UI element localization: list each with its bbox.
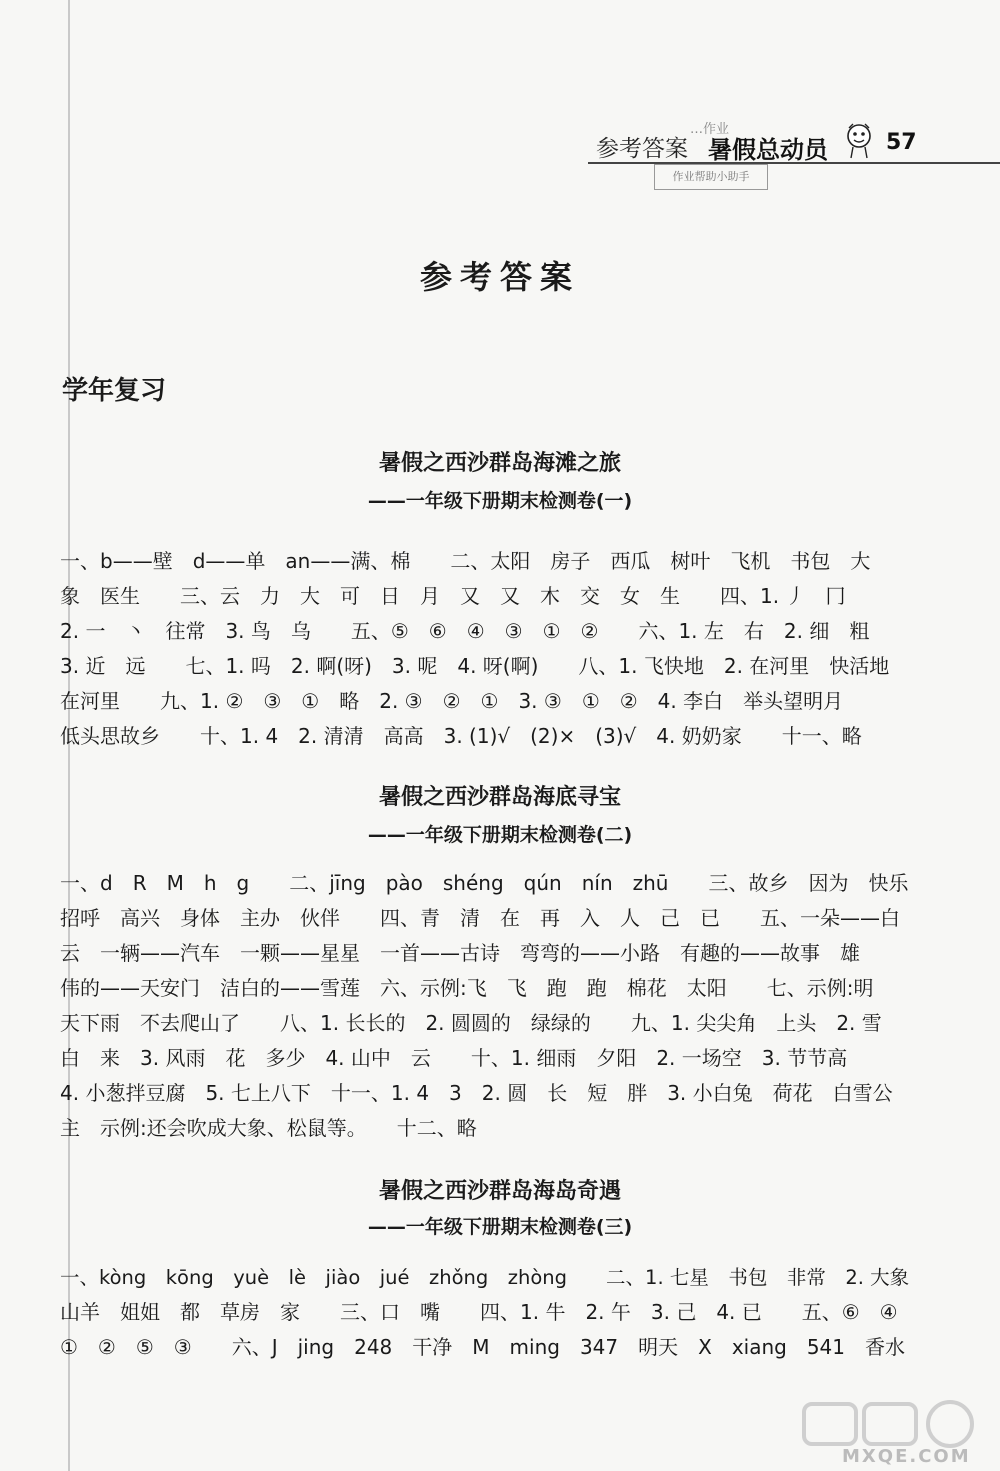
- block-title: 暑假之西沙群岛海滩之旅: [378, 451, 621, 476]
- page-header: [588, 128, 1000, 164]
- answer-line: 伟的——天安门 洁白的——雪莲 六、示例:飞 飞 跑 跑 棉花 太阳 七、示例:明: [60, 976, 874, 1000]
- watermark-text: MXQE.COM: [842, 1446, 971, 1467]
- answer-line: 山羊 姐姐 都 草房 家 三、口 嘴 四、1. 牛 2. 午 3. 己 4. 已 五、⑥ ④: [60, 1300, 898, 1324]
- answer-line: 2. 一 丶 往常 3. 鸟 乌 五、⑤ ⑥ ④ ③ ① ② 六、1. 左 右 2. 细 粗: [60, 619, 870, 643]
- answer-line: 在河里 九、1. ② ③ ① 略 2. ③ ② ① 3. ③ ① ② 4. 李白 举头望明月: [60, 689, 844, 713]
- answer-line: 天下雨 不去爬山了 八、1. 长长的 2. 圆圆的 绿绿的 九、1. 尖尖角 上头 2. 雪: [60, 1011, 882, 1035]
- answer-line: 4. 小葱拌豆腐 5. 七上八下 十一、1. 4 3 2. 圆 长 短 胖 3. 小白兔 荷花 白雪公: [60, 1081, 893, 1105]
- block-subtitle: ——一年级下册期末检测卷(三): [367, 1216, 633, 1238]
- answer-line: 低头思故乡 十、1. 4 2. 清清 高高 3. (1)√ (2)× (3)√ 4. 奶奶家 十一、略: [60, 724, 862, 748]
- header-brand: 暑假总动员: [708, 136, 828, 164]
- answer-line: 一、b——壁 d——单 an——满、棉 二、太阳 房子 西瓜 树叶 飞机 书包 大: [60, 549, 871, 573]
- stamp: 作业帮助小助手: [654, 164, 768, 190]
- block-subtitle: ——一年级下册期末检测卷(二): [367, 824, 633, 846]
- block-title: 暑假之西沙群岛海底寻宝: [378, 785, 621, 810]
- answer-line: 云 一辆——汽车 一颗——星星 一首——古诗 弯弯的——小路 有趣的——故事 雄: [60, 941, 860, 965]
- stamp-top-text: …作业: [690, 122, 730, 137]
- block-subtitle: ——一年级下册期末检测卷(一): [367, 490, 633, 512]
- answer-line: 一、d R M h g 二、jīng pào shéng qún nín zhū 三、故乡 因为 快乐: [60, 871, 909, 895]
- answer-block-1: [60, 544, 916, 754]
- section-heading: 学年复习: [62, 376, 167, 406]
- page-title: 参考答案: [419, 258, 580, 296]
- block-title: 暑假之西沙群岛海岛奇遇: [378, 1179, 621, 1204]
- answer-line: ① ② ⑤ ③ 六、J jing 248 干净 M ming 347 明天 X xiang 541 香水: [60, 1335, 906, 1359]
- answer-block-2: [60, 866, 916, 1146]
- answer-line: 3. 近 远 七、1. 吗 2. 啊(呀) 3. 呢 4. 呀(啊) 八、1. 飞快地 2. 在河里 快活地: [60, 654, 890, 678]
- answer-block-3: [60, 1260, 916, 1365]
- mascot-icon: [844, 122, 874, 160]
- answer-line: 主 示例:还会吹成大象、松鼠等。 十二、略: [60, 1116, 477, 1140]
- answer-line: 招呼 高兴 身体 主办 伙伴 四、青 清 在 再 入 人 己 已 五、一朵——白: [60, 906, 900, 930]
- answer-line: 白 来 3. 风雨 花 多少 4. 山中 云 十、1. 细雨 夕阳 2. 一场空 3. 节节高: [60, 1046, 848, 1070]
- header-answer-label: 参考答案: [596, 136, 688, 162]
- answer-line: 象 医生 三、云 力 大 可 日 月 又 又 木 交 女 生 四、1. 丿 冂: [60, 584, 846, 608]
- answer-line: 一、kòng kōng yuè lè jiào jué zhǒng zhòng 二、1. 七星 书包 非常 2. 大象: [60, 1266, 910, 1289]
- page-number: 57: [886, 130, 917, 155]
